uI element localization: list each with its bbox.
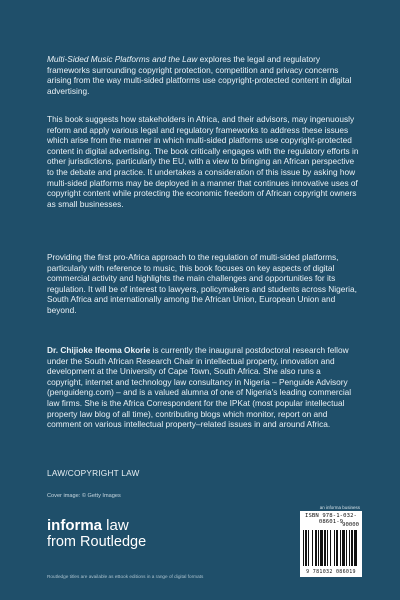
informa-business-tag: an informa business [319,505,360,510]
ebook-footnote: Routledge titles are available as eBook editions in a range of digital formats [47,574,204,579]
price-code: 90000 [342,522,359,528]
blurb-paragraph-intro [47,54,359,96]
publisher-logo [47,518,146,551]
blurb-paragraph-2: This book suggests how stakeholders in Africa, and their advisors, may ingenuously reform and apply various legal and regulatory frameworks to address these issues which arise from the manner in which multi-sided platforms use copyright-protected content in digital advertising. The book critically engages with the regulatory efforts in other jurisdictions, particularly the EU, with a view to bringing an African perspective to the debate and practice. It undertakes a consideration of this issue by asking how multi-sided platforms may be deployed in a manner that continues innovative uses of copyright content while protecting the economic freedom of African copyright owners as small businesses. [47,114,359,209]
author-bio-text: is currently the inaugural postdoctoral research fellow under the South African Research Chair in intellectual property, innovation and development at the University of Cape Town, South Africa. She also runs a copyright, internet and technology law consultancy in Nigeria – Penguide Advisory (penguideng.com) – and is a valued alumna of one of Nigeria's leading commercial law firms. She is the Africa Correspondent for the IPKat (most popular intellectual property law blog of all time), contributing blogs which monitor, report on and comment on various intellectual property–related issues in and around Africa. [47,345,352,430]
author-name: Dr. Chijioke Ifeoma Okorie [47,345,151,355]
publisher-logo-brand [47,518,146,534]
blurb-paragraph-3: Providing the first pro-Africa approach to the regulation of multi-sided platforms, particularly with reference to music, this book focuses on key aspects of digital commercial activity and highlights the main challenges and opportunities for its regulation. It will be of interest to lawyers, policymakers and students across Nigeria, South Africa and internationally among the African Union, European Union and beyond. [47,252,357,315]
intro-text: explores the legal and regulatory frameworks surrounding copyright protection, competition and privacy concerns arising from the way multi-sided platforms use copyright-protected content in digital advertising. [47,54,352,96]
cover-image-credit: Cover image: © Getty Images [47,493,121,499]
subject-category: LAW/COPYRIGHT LAW [47,468,140,478]
publisher-logo-from: from Routledge [47,534,147,550]
author-bio [47,345,359,430]
barcode-digits: 9 781032 086019 [306,569,356,575]
logo-brand-bold: informa [47,517,103,534]
barcode-bars [303,530,359,566]
isbn-number: ISBN 978-1-032-08601-9 [304,513,358,525]
logo-brand-light: law [102,517,129,534]
book-title: Multi-Sided Music Platforms and the Law [47,54,198,64]
isbn-barcode [300,511,362,577]
